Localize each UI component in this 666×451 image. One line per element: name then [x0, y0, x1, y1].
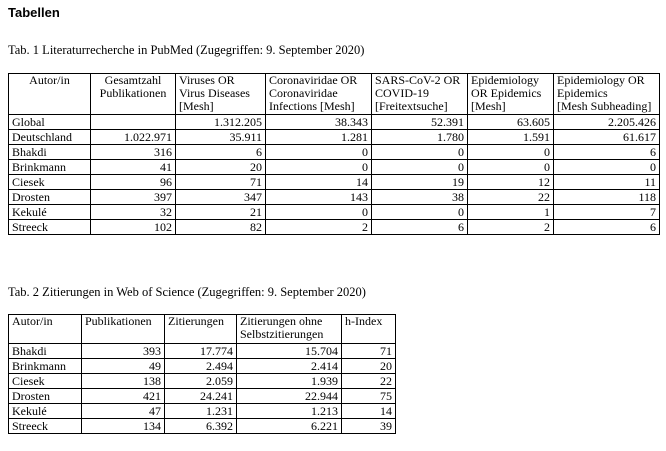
column-header — [266, 74, 372, 115]
value-cell: 1.213 — [237, 404, 342, 419]
value-cell: 1.939 — [237, 374, 342, 389]
table2-body — [9, 344, 396, 434]
value-cell: 7 — [554, 205, 660, 220]
value-cell: 35.911 — [176, 130, 266, 145]
row-label-cell: Kekulé — [9, 205, 91, 220]
column-header-line: [Freitextsuche] — [375, 99, 448, 113]
value-cell — [91, 115, 176, 130]
value-cell: 41 — [91, 160, 176, 175]
value-cell: 63.605 — [468, 115, 554, 130]
row-label-cell: Drosten — [9, 190, 91, 205]
column-header — [554, 74, 660, 115]
value-cell: 1.591 — [468, 130, 554, 145]
table-row — [9, 419, 396, 434]
value-cell: 11 — [554, 175, 660, 190]
value-cell: 49 — [82, 359, 165, 374]
table1-header-row — [9, 74, 660, 115]
value-cell: 52.391 — [372, 115, 468, 130]
value-cell: 1 — [468, 205, 554, 220]
value-cell: 0 — [266, 145, 372, 160]
value-cell: 118 — [554, 190, 660, 205]
value-cell: 38.343 — [266, 115, 372, 130]
table-row — [9, 389, 396, 404]
value-cell: 19 — [372, 175, 468, 190]
value-cell: 0 — [372, 145, 468, 160]
row-label-cell: Deutschland — [9, 130, 91, 145]
column-header-line: Publikationen — [85, 314, 152, 328]
web-of-science-table — [8, 314, 396, 434]
value-cell: 0 — [372, 160, 468, 175]
row-label-cell: Ciesek — [9, 175, 91, 190]
column-header — [237, 315, 342, 344]
value-cell: 22 — [468, 190, 554, 205]
value-cell: 96 — [91, 175, 176, 190]
value-cell: 20 — [176, 160, 266, 175]
column-header — [9, 315, 82, 344]
column-header-line: [Mesh Subheading] — [557, 99, 652, 113]
column-header-line: Coronaviridae — [269, 86, 338, 100]
column-header-line: [Mesh] — [471, 99, 506, 113]
value-cell: 1.281 — [266, 130, 372, 145]
value-cell: 138 — [82, 374, 165, 389]
value-cell: 61.617 — [554, 130, 660, 145]
row-label-cell: Streeck — [9, 220, 91, 235]
value-cell: 22.944 — [237, 389, 342, 404]
value-cell: 21 — [176, 205, 266, 220]
value-cell: 24.241 — [165, 389, 237, 404]
value-cell: 0 — [554, 160, 660, 175]
column-header — [82, 315, 165, 344]
value-cell: 1.780 — [372, 130, 468, 145]
column-header — [468, 74, 554, 115]
value-cell: 1.312.205 — [176, 115, 266, 130]
column-header — [176, 74, 266, 115]
value-cell: 82 — [176, 220, 266, 235]
value-cell: 71 — [176, 175, 266, 190]
value-cell: 32 — [91, 205, 176, 220]
row-label-cell: Streeck — [9, 419, 82, 434]
table-row — [9, 160, 660, 175]
table1-body — [9, 115, 660, 235]
column-header-line: COVID-19 — [375, 86, 429, 100]
row-label-cell: Bhakdi — [9, 344, 82, 359]
value-cell: 47 — [82, 404, 165, 419]
column-header-line: Infections [Mesh] — [269, 99, 355, 113]
value-cell: 393 — [82, 344, 165, 359]
value-cell: 22 — [342, 374, 396, 389]
table-row — [9, 220, 660, 235]
table-row — [9, 115, 660, 130]
table-row — [9, 359, 396, 374]
value-cell: 134 — [82, 419, 165, 434]
value-cell: 0 — [266, 205, 372, 220]
row-label-cell: Bhakdi — [9, 145, 91, 160]
column-header-line: Zitierungen — [168, 314, 224, 328]
value-cell: 17.774 — [165, 344, 237, 359]
value-cell: 71 — [342, 344, 396, 359]
value-cell: 6.392 — [165, 419, 237, 434]
value-cell: 2.494 — [165, 359, 237, 374]
value-cell: 2.205.426 — [554, 115, 660, 130]
column-header-line: OR Epidemics — [471, 86, 542, 100]
table-row — [9, 175, 660, 190]
value-cell: 20 — [342, 359, 396, 374]
value-cell: 2 — [468, 220, 554, 235]
value-cell: 14 — [266, 175, 372, 190]
column-header-line: h-Index — [345, 314, 383, 328]
value-cell: 6 — [554, 145, 660, 160]
row-label-cell: Ciesek — [9, 374, 82, 389]
column-header — [9, 74, 91, 115]
value-cell: 0 — [266, 160, 372, 175]
column-header-line: Epidemiology OR — [557, 73, 645, 87]
value-cell: 2 — [266, 220, 372, 235]
value-cell: 102 — [91, 220, 176, 235]
value-cell: 347 — [176, 190, 266, 205]
value-cell: 316 — [91, 145, 176, 160]
column-header — [342, 315, 396, 344]
value-cell: 6.221 — [237, 419, 342, 434]
row-label-cell: Kekulé — [9, 404, 82, 419]
page-heading: Tabellen — [8, 5, 60, 20]
table-row — [9, 130, 660, 145]
column-header — [372, 74, 468, 115]
column-header-line: Publikationen — [99, 86, 167, 100]
table2-caption: Tab. 2 Zitierungen in Web of Science (Zugegriffen: 9. September 2020) — [8, 285, 366, 299]
column-header-line: Viruses OR — [179, 73, 235, 87]
row-label-cell: Drosten — [9, 389, 82, 404]
value-cell: 143 — [266, 190, 372, 205]
table-row — [9, 145, 660, 160]
value-cell: 12 — [468, 175, 554, 190]
value-cell: 14 — [342, 404, 396, 419]
column-header-line: Epidemics — [557, 86, 608, 100]
column-header-line: Autor/in — [12, 314, 53, 328]
value-cell: 0 — [372, 205, 468, 220]
column-header-line: Autor/in — [29, 73, 70, 87]
column-header-line: Zitierungen ohne — [240, 314, 323, 328]
value-cell: 0 — [468, 160, 554, 175]
table-row — [9, 374, 396, 389]
column-header-line: Virus Diseases — [179, 86, 250, 100]
column-header-line: Gesamtzahl — [104, 73, 162, 87]
value-cell: 6 — [554, 220, 660, 235]
row-label-cell: Brinkmann — [9, 359, 82, 374]
value-cell: 6 — [372, 220, 468, 235]
pubmed-table — [8, 73, 660, 235]
value-cell: 421 — [82, 389, 165, 404]
column-header — [91, 74, 176, 115]
value-cell: 1.022.971 — [91, 130, 176, 145]
row-label-cell: Brinkmann — [9, 160, 91, 175]
value-cell: 2.414 — [237, 359, 342, 374]
value-cell: 15.704 — [237, 344, 342, 359]
value-cell: 6 — [176, 145, 266, 160]
column-header-line: [Mesh] — [179, 99, 214, 113]
value-cell: 0 — [468, 145, 554, 160]
table1-caption: Tab. 1 Literaturrecherche in PubMed (Zugegriffen: 9. September 2020) — [8, 43, 365, 57]
row-label-cell: Global — [9, 115, 91, 130]
column-header-line: SARS-CoV-2 OR — [375, 73, 461, 87]
value-cell: 1.231 — [165, 404, 237, 419]
value-cell: 38 — [372, 190, 468, 205]
value-cell: 2.059 — [165, 374, 237, 389]
table-row — [9, 344, 396, 359]
table-row — [9, 404, 396, 419]
table-row — [9, 205, 660, 220]
column-header-line: Epidemiology — [471, 73, 539, 87]
value-cell: 397 — [91, 190, 176, 205]
column-header-line: Coronaviridae OR — [269, 73, 358, 87]
value-cell: 75 — [342, 389, 396, 404]
table-row — [9, 190, 660, 205]
column-header-line: Selbstzitierungen — [240, 327, 324, 341]
value-cell: 39 — [342, 419, 396, 434]
column-header — [165, 315, 237, 344]
table2-header-row — [9, 315, 396, 344]
